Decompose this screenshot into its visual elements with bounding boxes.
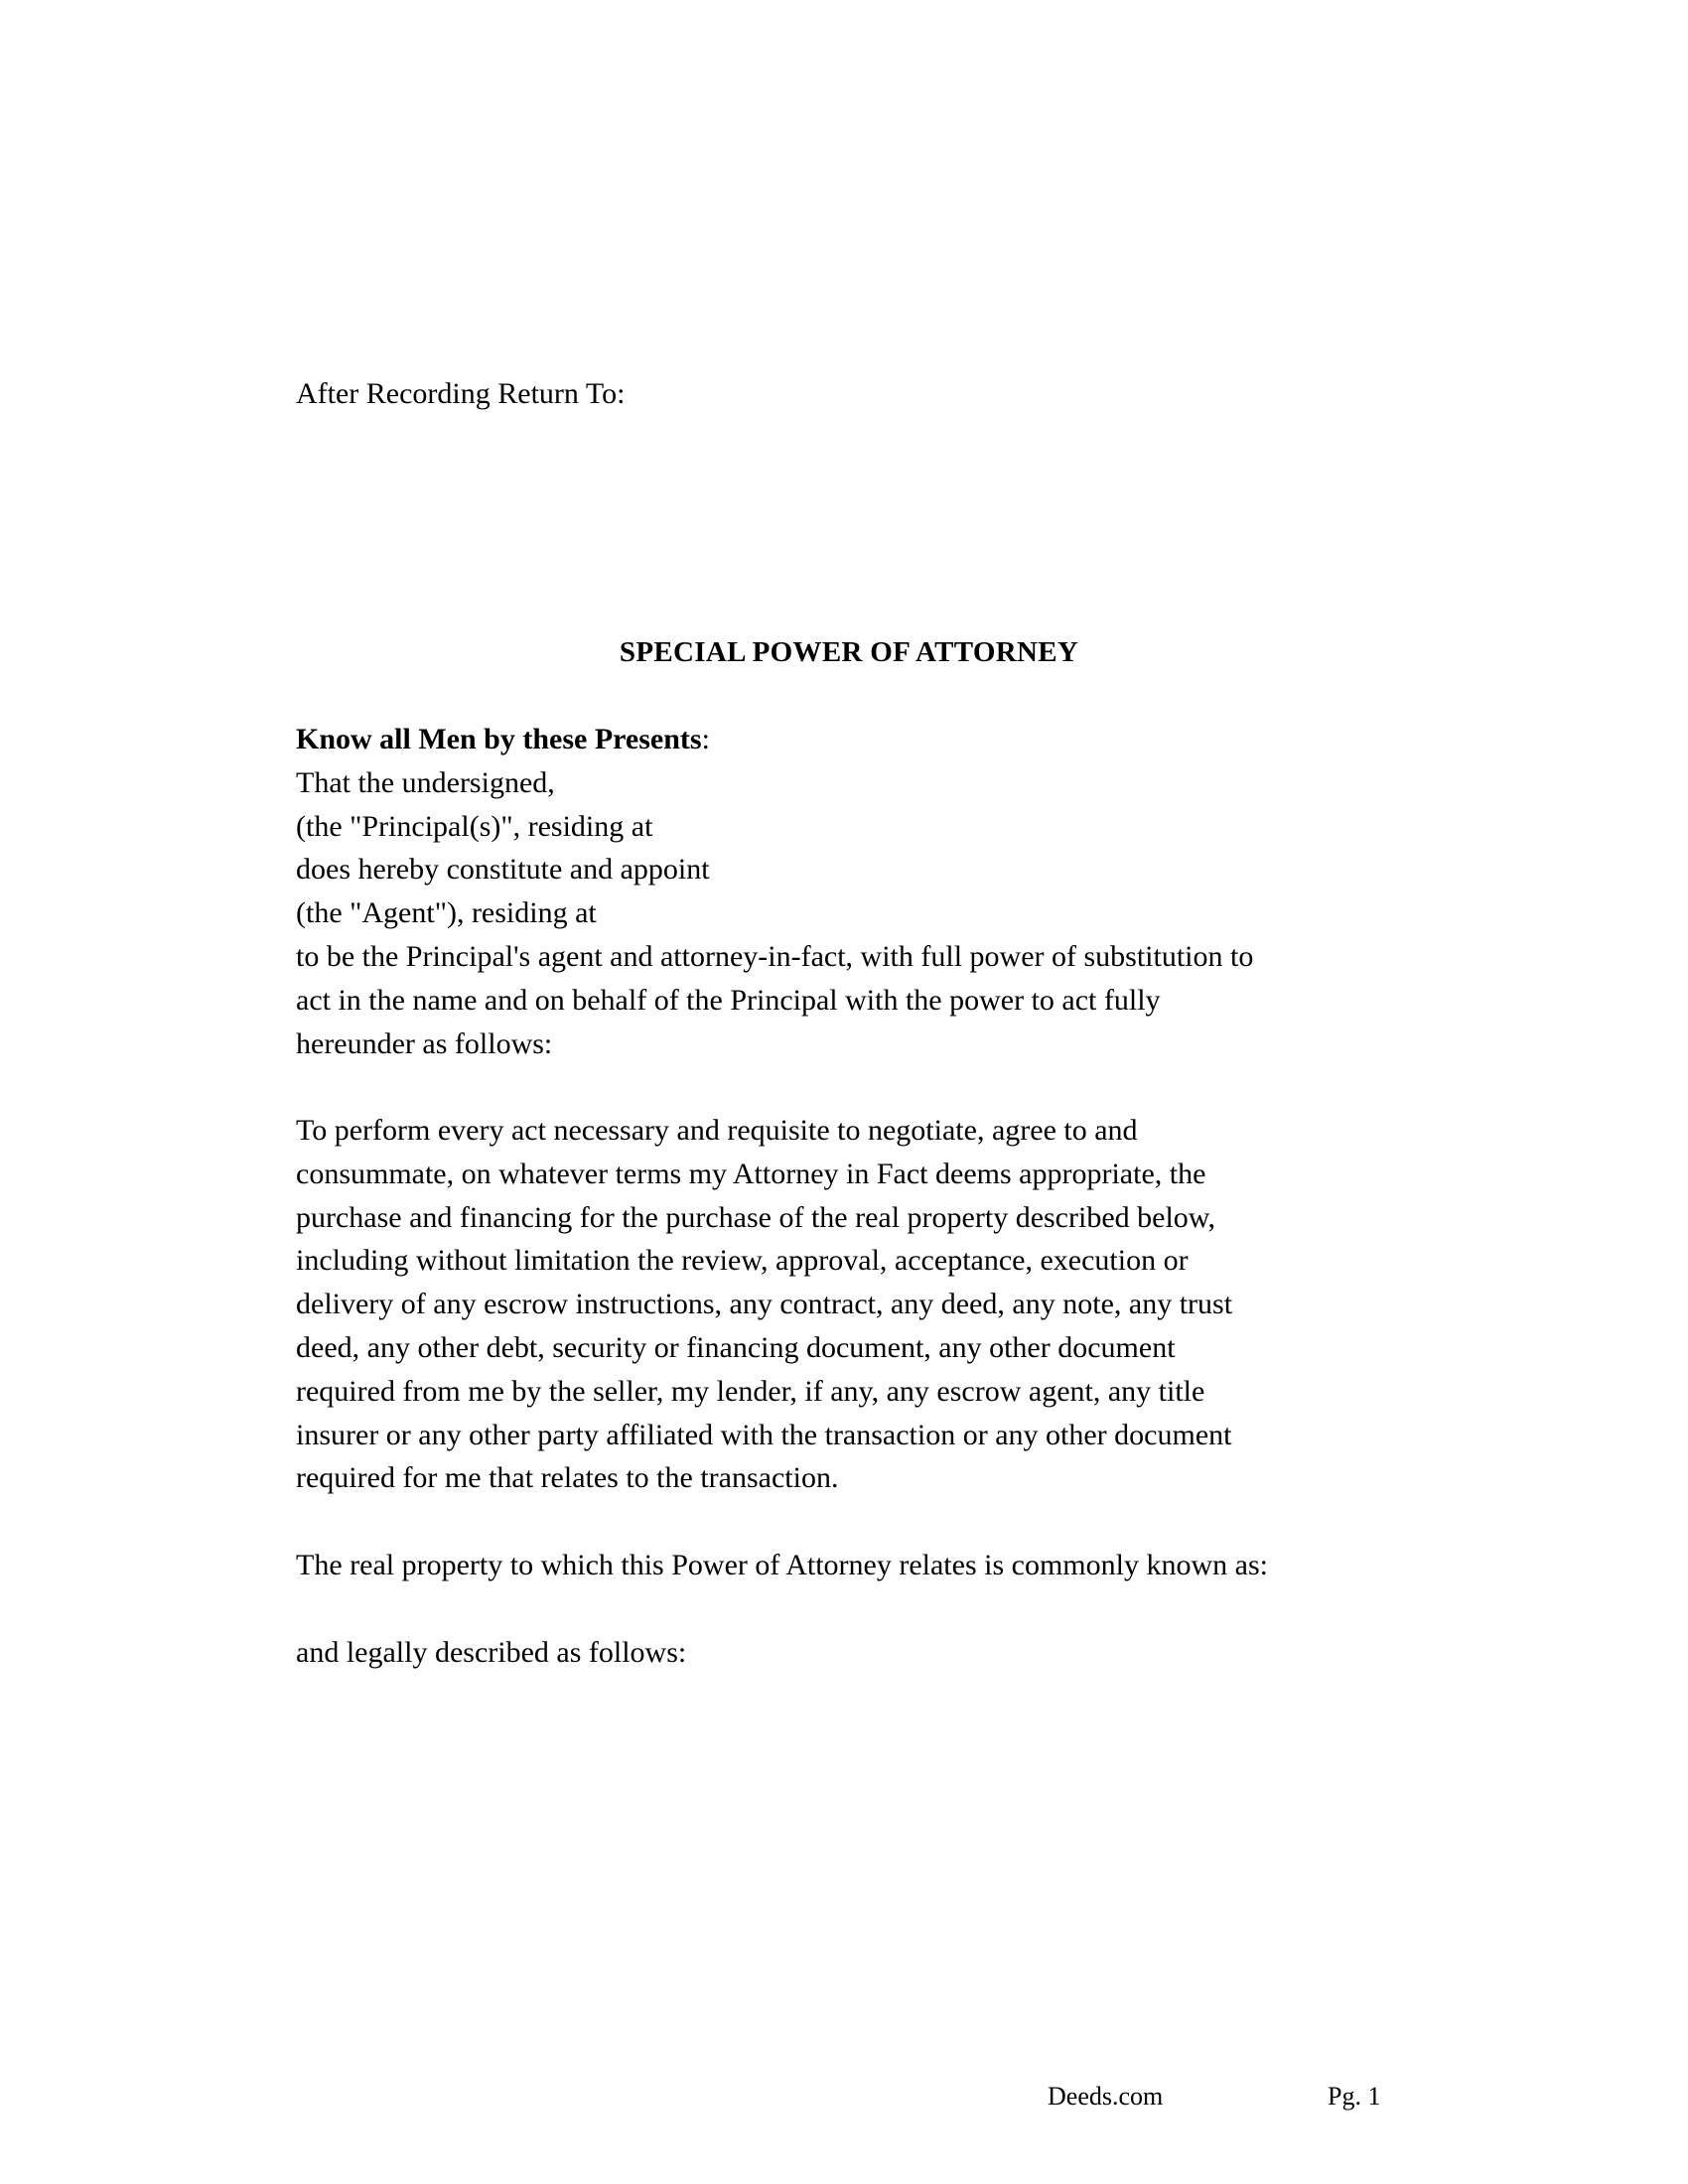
powers-paragraph xyxy=(296,1109,1232,1500)
property-common-label: The real property to which this Power of Attorney relates is commonly known as: xyxy=(296,1549,1268,1581)
preamble-line: (the "Agent"), residing at xyxy=(296,896,597,930)
preamble-line: to be the Principal's agent and attorney-in-fact, with full power of substitution to xyxy=(296,939,1254,973)
document-title: SPECIAL POWER OF ATTORNEY xyxy=(619,636,1079,668)
property-legal-label: and legally described as follows: xyxy=(296,1636,687,1669)
preamble-line: (the "Principal(s)", residing at xyxy=(296,809,653,843)
preamble-heading-line xyxy=(296,718,1253,761)
powers-line: insurer or any other party affiliated with the transaction or any other document xyxy=(296,1418,1232,1451)
powers-line: required from me by the seller, my lender, if any, any escrow agent, any title xyxy=(296,1374,1205,1408)
return-to-label: After Recording Return To: xyxy=(296,377,626,410)
powers-line: delivery of any escrow instructions, any contract, any deed, any note, any trust xyxy=(296,1288,1233,1321)
preamble-heading-colon: : xyxy=(701,723,710,755)
footer-page-number: Pg. 1 xyxy=(1328,2082,1381,2111)
powers-line: required for me that relates to the transaction. xyxy=(296,1461,839,1495)
preamble-line: act in the name and on behalf of the Principal with the power to act fully xyxy=(296,983,1161,1017)
footer-source: Deeds.com xyxy=(1048,2082,1164,2111)
powers-line: deed, any other debt, security or financing document, any other document xyxy=(296,1330,1176,1364)
preamble xyxy=(296,718,1253,1065)
preamble-line: That the undersigned, xyxy=(296,765,555,799)
preamble-heading: Know all Men by these Presents xyxy=(296,723,702,755)
powers-line: To perform every act necessary and requisite to negotiate, agree to and xyxy=(296,1114,1138,1147)
preamble-line: does hereby constitute and appoint xyxy=(296,853,710,887)
powers-line: consummate, on whatever terms my Attorney in Fact deems appropriate, the xyxy=(296,1157,1206,1190)
powers-line: including without limitation the review, approval, acceptance, execution or xyxy=(296,1244,1189,1278)
preamble-line: hereunder as follows: xyxy=(296,1026,553,1060)
powers-line: purchase and financing for the purchase of the real property described below, xyxy=(296,1200,1216,1234)
